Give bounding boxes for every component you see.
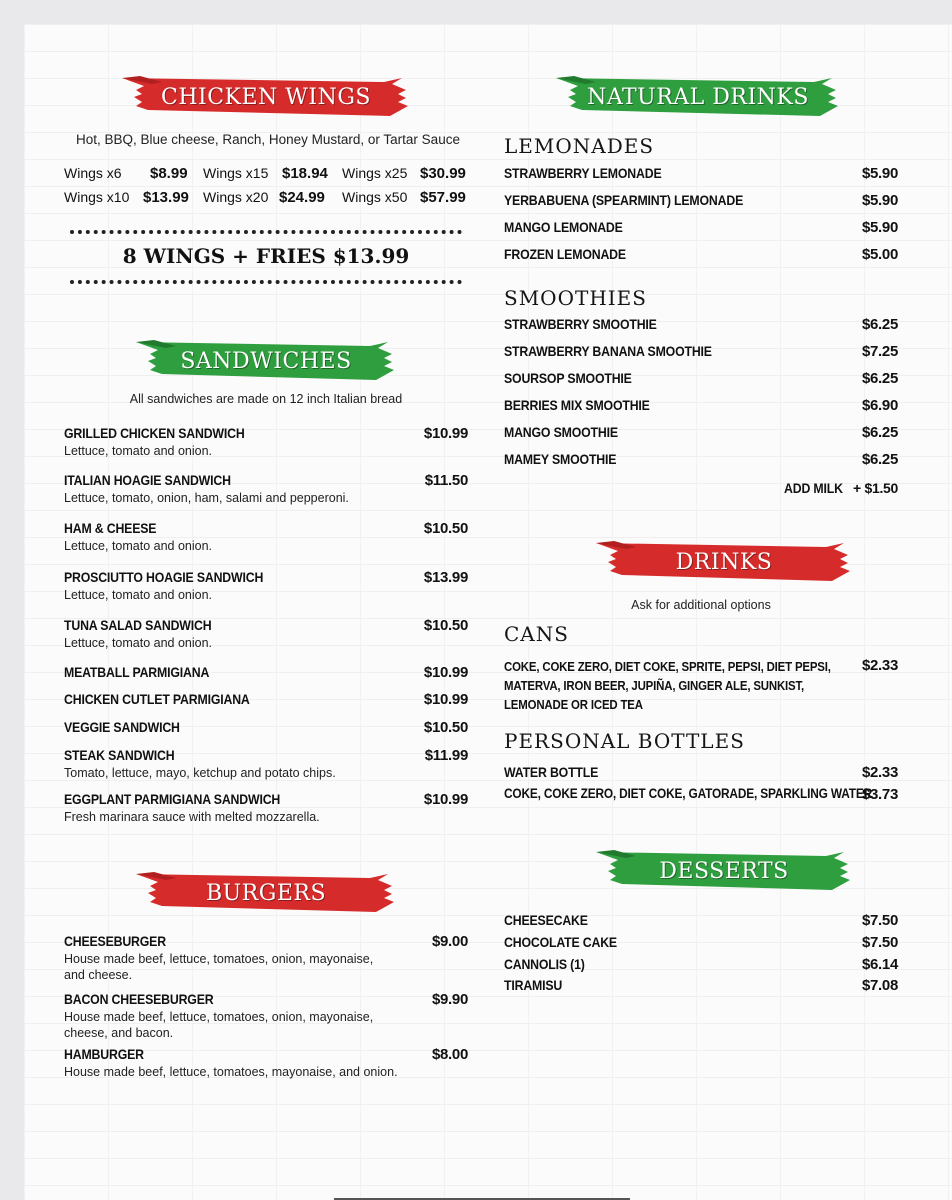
item-name: YERBABUENA (SPEARMINT) LEMONADE xyxy=(504,192,744,208)
item-price: $10.99 xyxy=(423,791,468,808)
lemonades-heading: LEMONADES xyxy=(504,134,655,158)
wing-price: $18.94 xyxy=(282,165,328,182)
item-price: $6.25 xyxy=(861,370,898,387)
chicken-wings-title: CHICKEN WINGS xyxy=(161,84,371,110)
item-name: CHEESEBURGER xyxy=(64,933,166,949)
item-desc: Lettuce, tomato and onion. xyxy=(64,636,213,650)
sandwiches-note: All sandwiches are made on 12 inch Italian bread xyxy=(129,392,403,406)
item-desc: Tomato, lettuce, mayo, ketchup and potato chips. xyxy=(64,766,336,780)
wing-label: Wings x15 xyxy=(203,165,269,181)
wings-row xyxy=(64,189,468,209)
item-name: STRAWBERRY BANANA SMOOTHIE xyxy=(504,343,712,359)
sandwiches-title: SANDWICHES xyxy=(180,348,352,374)
item-price: $6.25 xyxy=(861,316,898,333)
item-name: CANNOLIS (1) xyxy=(504,956,585,972)
item-price: $13.99 xyxy=(423,569,468,586)
add-milk-label: ADD MILK xyxy=(784,480,843,496)
item-name: MANGO LEMONADE xyxy=(504,219,623,235)
item-name: TIRAMISU xyxy=(504,977,563,993)
item-price: $10.99 xyxy=(423,425,468,442)
item-price: $7.50 xyxy=(861,912,898,929)
item-desc: Lettuce, tomato and onion. xyxy=(64,444,213,458)
item-name: GRILLED CHICKEN SANDWICH xyxy=(64,425,245,441)
cans-list xyxy=(504,657,831,714)
item-price: $5.00 xyxy=(861,246,898,263)
item-price: $10.99 xyxy=(423,691,468,708)
burgers-banner xyxy=(136,872,396,914)
item-desc: House made beef, lettuce, tomatoes, mayonaise, and onion. xyxy=(64,1065,398,1079)
item-price: $9.00 xyxy=(431,933,468,950)
item-desc: Lettuce, tomato and onion. xyxy=(64,588,213,602)
item-price: $5.90 xyxy=(861,192,898,209)
cans-line: MATERVA, IRON BEER, JUPIÑA, GINGER ALE, SUNKIST, xyxy=(504,678,805,693)
wing-label: Wings x20 xyxy=(203,189,269,205)
item-price: $3.73 xyxy=(861,786,898,803)
item-name: COKE, COKE ZERO, DIET COKE, GATORADE, SPARKLING WATER xyxy=(504,786,872,801)
drinks-banner xyxy=(596,541,852,583)
item-desc: Lettuce, tomato and onion. xyxy=(64,539,213,553)
wings-fries-combo: 8 WINGS + FRIES $13.99 xyxy=(122,244,410,268)
wing-price: $30.99 xyxy=(420,165,466,182)
item-name: ITALIAN HOAGIE SANDWICH xyxy=(64,472,231,488)
wing-label: Wings x6 xyxy=(64,165,122,181)
wing-label: Wings x10 xyxy=(64,189,130,205)
personal-bottles-heading: PERSONAL BOTTLES xyxy=(504,729,745,753)
item-price: $7.25 xyxy=(861,343,898,360)
cans-line: COKE, COKE ZERO, DIET COKE, SPRITE, PEPSI, DIET PEPSI, xyxy=(504,659,831,674)
item-name: STRAWBERRY LEMONADE xyxy=(504,165,662,181)
item-price: $2.33 xyxy=(861,764,898,781)
item-name: CHOCOLATE CAKE xyxy=(504,934,617,950)
item-name: MAMEY SMOOTHIE xyxy=(504,451,617,467)
item-price: $5.90 xyxy=(861,219,898,236)
item-name: PROSCIUTTO HOAGIE SANDWICH xyxy=(64,569,264,585)
desserts-banner xyxy=(596,850,852,892)
item-name: HAM & CHEESE xyxy=(64,520,157,536)
cans-heading: CANS xyxy=(504,622,569,646)
item-name: CHEESECAKE xyxy=(504,912,588,928)
item-name: VEGGIE SANDWICH xyxy=(64,719,180,735)
item-name: WATER BOTTLE xyxy=(504,764,599,780)
desserts-title: DESSERTS xyxy=(659,858,789,884)
smoothies-heading: SMOOTHIES xyxy=(504,286,647,310)
item-name: SOURSOP SMOOTHIE xyxy=(504,370,632,386)
item-price: $2.33 xyxy=(861,657,898,674)
item-price: $6.14 xyxy=(861,956,898,973)
item-price: $10.50 xyxy=(423,719,468,736)
item-price: $10.50 xyxy=(423,520,468,537)
item-price: $8.00 xyxy=(431,1046,468,1063)
drinks-title: DRINKS xyxy=(675,549,773,575)
item-price: $6.25 xyxy=(861,451,898,468)
item-name: FROZEN LEMONADE xyxy=(504,246,626,262)
item-name: EGGPLANT PARMIGIANA SANDWICH xyxy=(64,791,281,807)
item-name: MANGO SMOOTHIE xyxy=(504,424,618,440)
item-price: $11.50 xyxy=(424,472,468,489)
wing-label: Wings x50 xyxy=(342,189,408,205)
item-price: $6.90 xyxy=(861,397,898,414)
item-name: BERRIES MIX SMOOTHIE xyxy=(504,397,650,413)
wing-price: $8.99 xyxy=(150,165,188,182)
item-desc: Fresh marinara sauce with melted mozzarella. xyxy=(64,810,320,824)
item-desc: Lettuce, tomato, onion, ham, salami and pepperoni. xyxy=(64,491,349,505)
item-name: STEAK SANDWICH xyxy=(64,747,175,763)
item-desc: House made beef, lettuce, tomatoes, onion, mayonaise, and cheese. xyxy=(64,952,374,982)
wing-sauces: Hot, BBQ, Blue cheese, Ranch, Honey Mustard, or Tartar Sauce xyxy=(76,132,460,147)
chicken-wings-banner xyxy=(122,76,410,118)
item-name: BACON CHEESEBURGER xyxy=(64,991,214,1007)
burgers-title: BURGERS xyxy=(205,880,327,906)
wings-row xyxy=(64,165,468,185)
wing-label: Wings x25 xyxy=(342,165,408,181)
item-name: TUNA SALAD SANDWICH xyxy=(64,617,212,633)
item-price: $7.50 xyxy=(861,934,898,951)
dotted-divider xyxy=(70,280,462,284)
wing-price: $24.99 xyxy=(279,189,325,206)
natural-drinks-title: NATURAL DRINKS xyxy=(587,84,809,110)
dotted-divider xyxy=(70,230,462,234)
item-name: STRAWBERRY SMOOTHIE xyxy=(504,316,657,332)
sandwiches-banner xyxy=(136,340,396,382)
item-name: MEATBALL PARMIGIANA xyxy=(64,664,210,680)
wing-price: $57.99 xyxy=(420,189,466,206)
item-price: $9.90 xyxy=(431,991,468,1008)
add-milk-price: + $1.50 xyxy=(853,480,898,496)
item-price: $5.90 xyxy=(861,165,898,182)
item-price: $7.08 xyxy=(861,977,898,994)
drinks-note: Ask for additional options xyxy=(631,598,771,612)
cans-line: LEMONADE OR ICED TEA xyxy=(504,697,643,712)
item-name: CHICKEN CUTLET PARMIGIANA xyxy=(64,691,250,707)
wing-price: $13.99 xyxy=(143,189,189,206)
item-price: $6.25 xyxy=(861,424,898,441)
menu-page xyxy=(24,24,952,1200)
item-name: HAMBURGER xyxy=(64,1046,144,1062)
item-price: $11.99 xyxy=(424,747,468,764)
item-price: $10.50 xyxy=(423,617,468,634)
item-desc: House made beef, lettuce, tomatoes, onion, mayonaise, cheese, and bacon. xyxy=(64,1010,374,1040)
item-price: $10.99 xyxy=(423,664,468,681)
natural-drinks-banner xyxy=(556,76,840,118)
